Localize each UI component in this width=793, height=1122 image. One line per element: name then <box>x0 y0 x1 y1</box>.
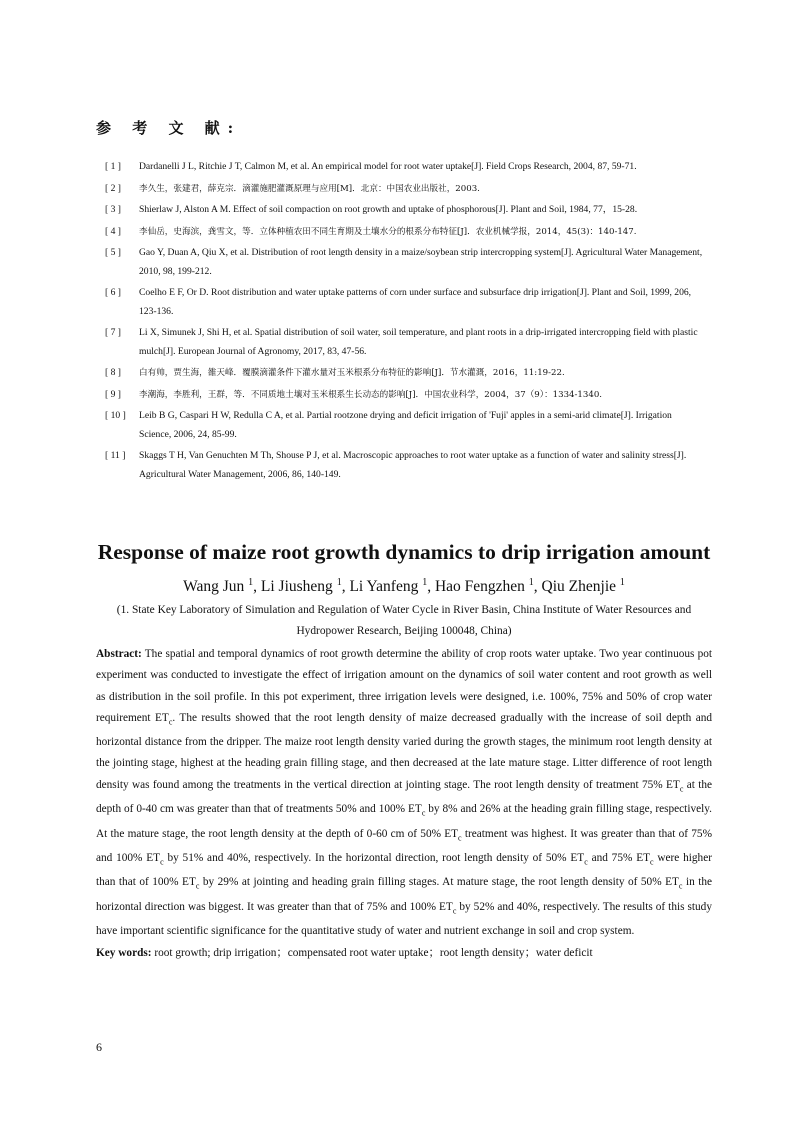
reference-item <box>105 201 705 220</box>
reference-text: Dardanelli J L, Ritchie J T, Calmon M, et al. An empirical model for root water uptake[J]. Field Crops Research, 2004, 87, 59-71. <box>139 161 637 172</box>
reference-text: Shierlaw J, Alston A M. Effect of soil compaction on root growth and uptake of phosphorous[J]. Plant and Soil, 1984, 77，15-28. <box>139 204 638 215</box>
reference-text: 李仙岳，史海滨，龚雪文，等．立体种植农田不同生育期及土壤水分的根系分布特征[J]．农业机械学报，2014，45(3)：140-147. <box>139 226 637 237</box>
reference-number: [ 7 ] <box>105 327 121 338</box>
abstract-label: Abstract: <box>96 648 142 661</box>
author <box>542 578 625 595</box>
author-affiliation-mark: 1 <box>619 577 625 588</box>
author <box>435 578 534 595</box>
author-name: Li Jiusheng <box>260 578 337 596</box>
reference-number: [ 1 ] <box>105 161 121 172</box>
author-name: Li Yanfeng <box>349 578 423 596</box>
author <box>261 578 342 595</box>
keywords <box>96 943 712 964</box>
reference-item <box>105 407 705 444</box>
reference-list <box>105 158 705 487</box>
reference-number: [ 3 ] <box>105 204 121 215</box>
reference-text: Skaggs T H, Van Genuchten M Th, Shouse P J, et al. Macroscopic approaches to root water uptake as a function of water and salinity stress[J]. Agricultural Water Management, 2006, 86, 140-149. <box>139 450 687 480</box>
author <box>183 578 253 595</box>
affiliation: (1. State Key Laboratory of Simulation and Regulation of Water Cycle in River Basin, China Institute of Water Resources and Hydropower Research, Beijing 100048, China) <box>116 604 692 638</box>
reference-item <box>105 284 705 321</box>
reference-item <box>105 324 705 361</box>
reference-number: [ 9 ] <box>105 388 121 400</box>
reference-item <box>105 158 705 177</box>
reference-number: [ 4 ] <box>105 225 121 237</box>
reference-number: [ 5 ] <box>105 247 121 258</box>
reference-text: Leib B G, Caspari H W, Redulla C A, et al. Partial rootzone drying and deficit irrigation of 'Fuji' apples in a semi-arid climate[J]. Irrigation Science, 2006, 24, 85-99. <box>139 410 672 440</box>
reference-number: [ 11 ] <box>105 450 126 461</box>
author-affiliation-mark: 1 <box>248 577 254 588</box>
reference-text: 李潮海，李胜利，王群，等．不同质地土壤对玉米根系生长动态的影响[J]．中国农业科学，2004，37（9）：1334-1340. <box>139 389 603 400</box>
keywords-text: root growth; drip irrigation；compensated root water uptake；root length density；water deficit <box>154 946 593 959</box>
keywords-label: Key words: <box>96 946 152 959</box>
author-name: Wang Jun <box>183 578 249 596</box>
reference-text: Li X, Simunek J, Shi H, et al. Spatial distribution of soil water, soil temperature, and plant roots in a drip-irrigated intercropping field with plastic mulch[J]. European Journal of Agronomy, 2017, 83, 47-56. <box>139 327 698 357</box>
author-affiliation-mark: 1 <box>528 577 534 588</box>
author-name: Hao Fengzhen <box>434 578 529 596</box>
reference-item <box>105 447 705 484</box>
reference-text: 白有帅，贾生海，雒天峰．覆膜滴灌条件下灌水量对玉米根系分布特征的影响[J]．节水灌溉，2016，11:19-22. <box>139 368 565 378</box>
author <box>349 578 427 595</box>
references-heading: 参 考 文 献: <box>96 119 242 137</box>
reference-item <box>105 223 705 242</box>
reference-text: 李久生，张建君，薛克宗．滴灌施肥灌溉原理与应用[M]．北京：中国农业出版社，2003. <box>139 183 480 194</box>
reference-item <box>105 364 705 383</box>
author-affiliation-mark: 1 <box>422 577 428 588</box>
english-abstract-section <box>96 538 712 964</box>
reference-number: [ 8 ] <box>105 367 121 378</box>
reference-item <box>105 244 705 281</box>
page-number: 6 <box>96 1040 102 1054</box>
reference-number: [ 2 ] <box>105 182 121 194</box>
author-name: Qiu Zhenjie <box>541 578 620 596</box>
reference-text: Gao Y, Duan A, Qiu X, et al. Distribution of root length density in a maize/soybean strip intercropping system[J]. Agricultural Water Management, 2010, 98, 199-212. <box>139 247 703 277</box>
author-list: Wang Jun $^1$, Li Jiusheng $^1$, Li Yanfeng $^1$, Hao Fengzhen $^1$, Qiu Zhenjie $^1$ <box>183 577 625 596</box>
author-affiliation-mark: 1 <box>336 577 342 588</box>
abstract-text: The spatial and temporal dynamics of root growth determine the ability of crop roots water uptake. Two year continuous pot experiment was conducted to investigate the effect of irrigation amount on the dynamics of soil water content and root growth as well as distribution in the soil profile. In this pot experiment, three irrigation levels were designed, i.e. 100%, 75% and 50% of crop water requirement $ET_c$. The results showed that the root length density of maize decreased gradually with the increase of soil depth and horizontal distance from the dripper. The maize root length density varied during the growth stages, the minimum root length density at the jointing stage, highest at the heading grain filling stage, and then decreased at the late mature stage. Litter difference of root length density was found among the treatments in the vertical direction at jointing stage. The root length density of treatment 75% $ET_c$ at the depth of 0-40 cm was greater than that of treatments 50% and 100% $ET_c$ by 8% and 26% at the heading grain filling stage, respectively. At the mature stage, the root length density at the depth of 0-60 cm of 50% $ET_c$ treatment was highest. It was greater than that of 75% and 100% $ET_c$ by 51% and 40%, respectively. In the horizontal direction, root length density of 50% $ET_c$ and 75% $ET_c$ were higher than that of 100% $ET_c$ by 29% at jointing and heading grain filling stages. At mature stage, the root length density of 50% $ET_c$ in the horizontal direction was biggest. It was greater than that of 75% and 100% $ET_c$ by 52% and 40%, respectively. The results of this study have important scientific significance for the quantitative study of water and nutrient exchange in soil and crop system. <box>96 648 713 938</box>
reference-text: Coelho E F, Or D. Root distribution and water uptake patterns of corn under surface and subsurface drip irrigation[J]. Plant and Soil, 1999, 206, 123-136. <box>139 287 692 317</box>
reference-number: [ 10 ] <box>105 410 126 421</box>
reference-number: [ 6 ] <box>105 287 121 298</box>
reference-item <box>105 386 705 405</box>
reference-item <box>105 180 705 199</box>
abstract <box>96 644 712 942</box>
paper-title: Response of maize root growth dynamics to drip irrigation amount <box>97 540 711 564</box>
